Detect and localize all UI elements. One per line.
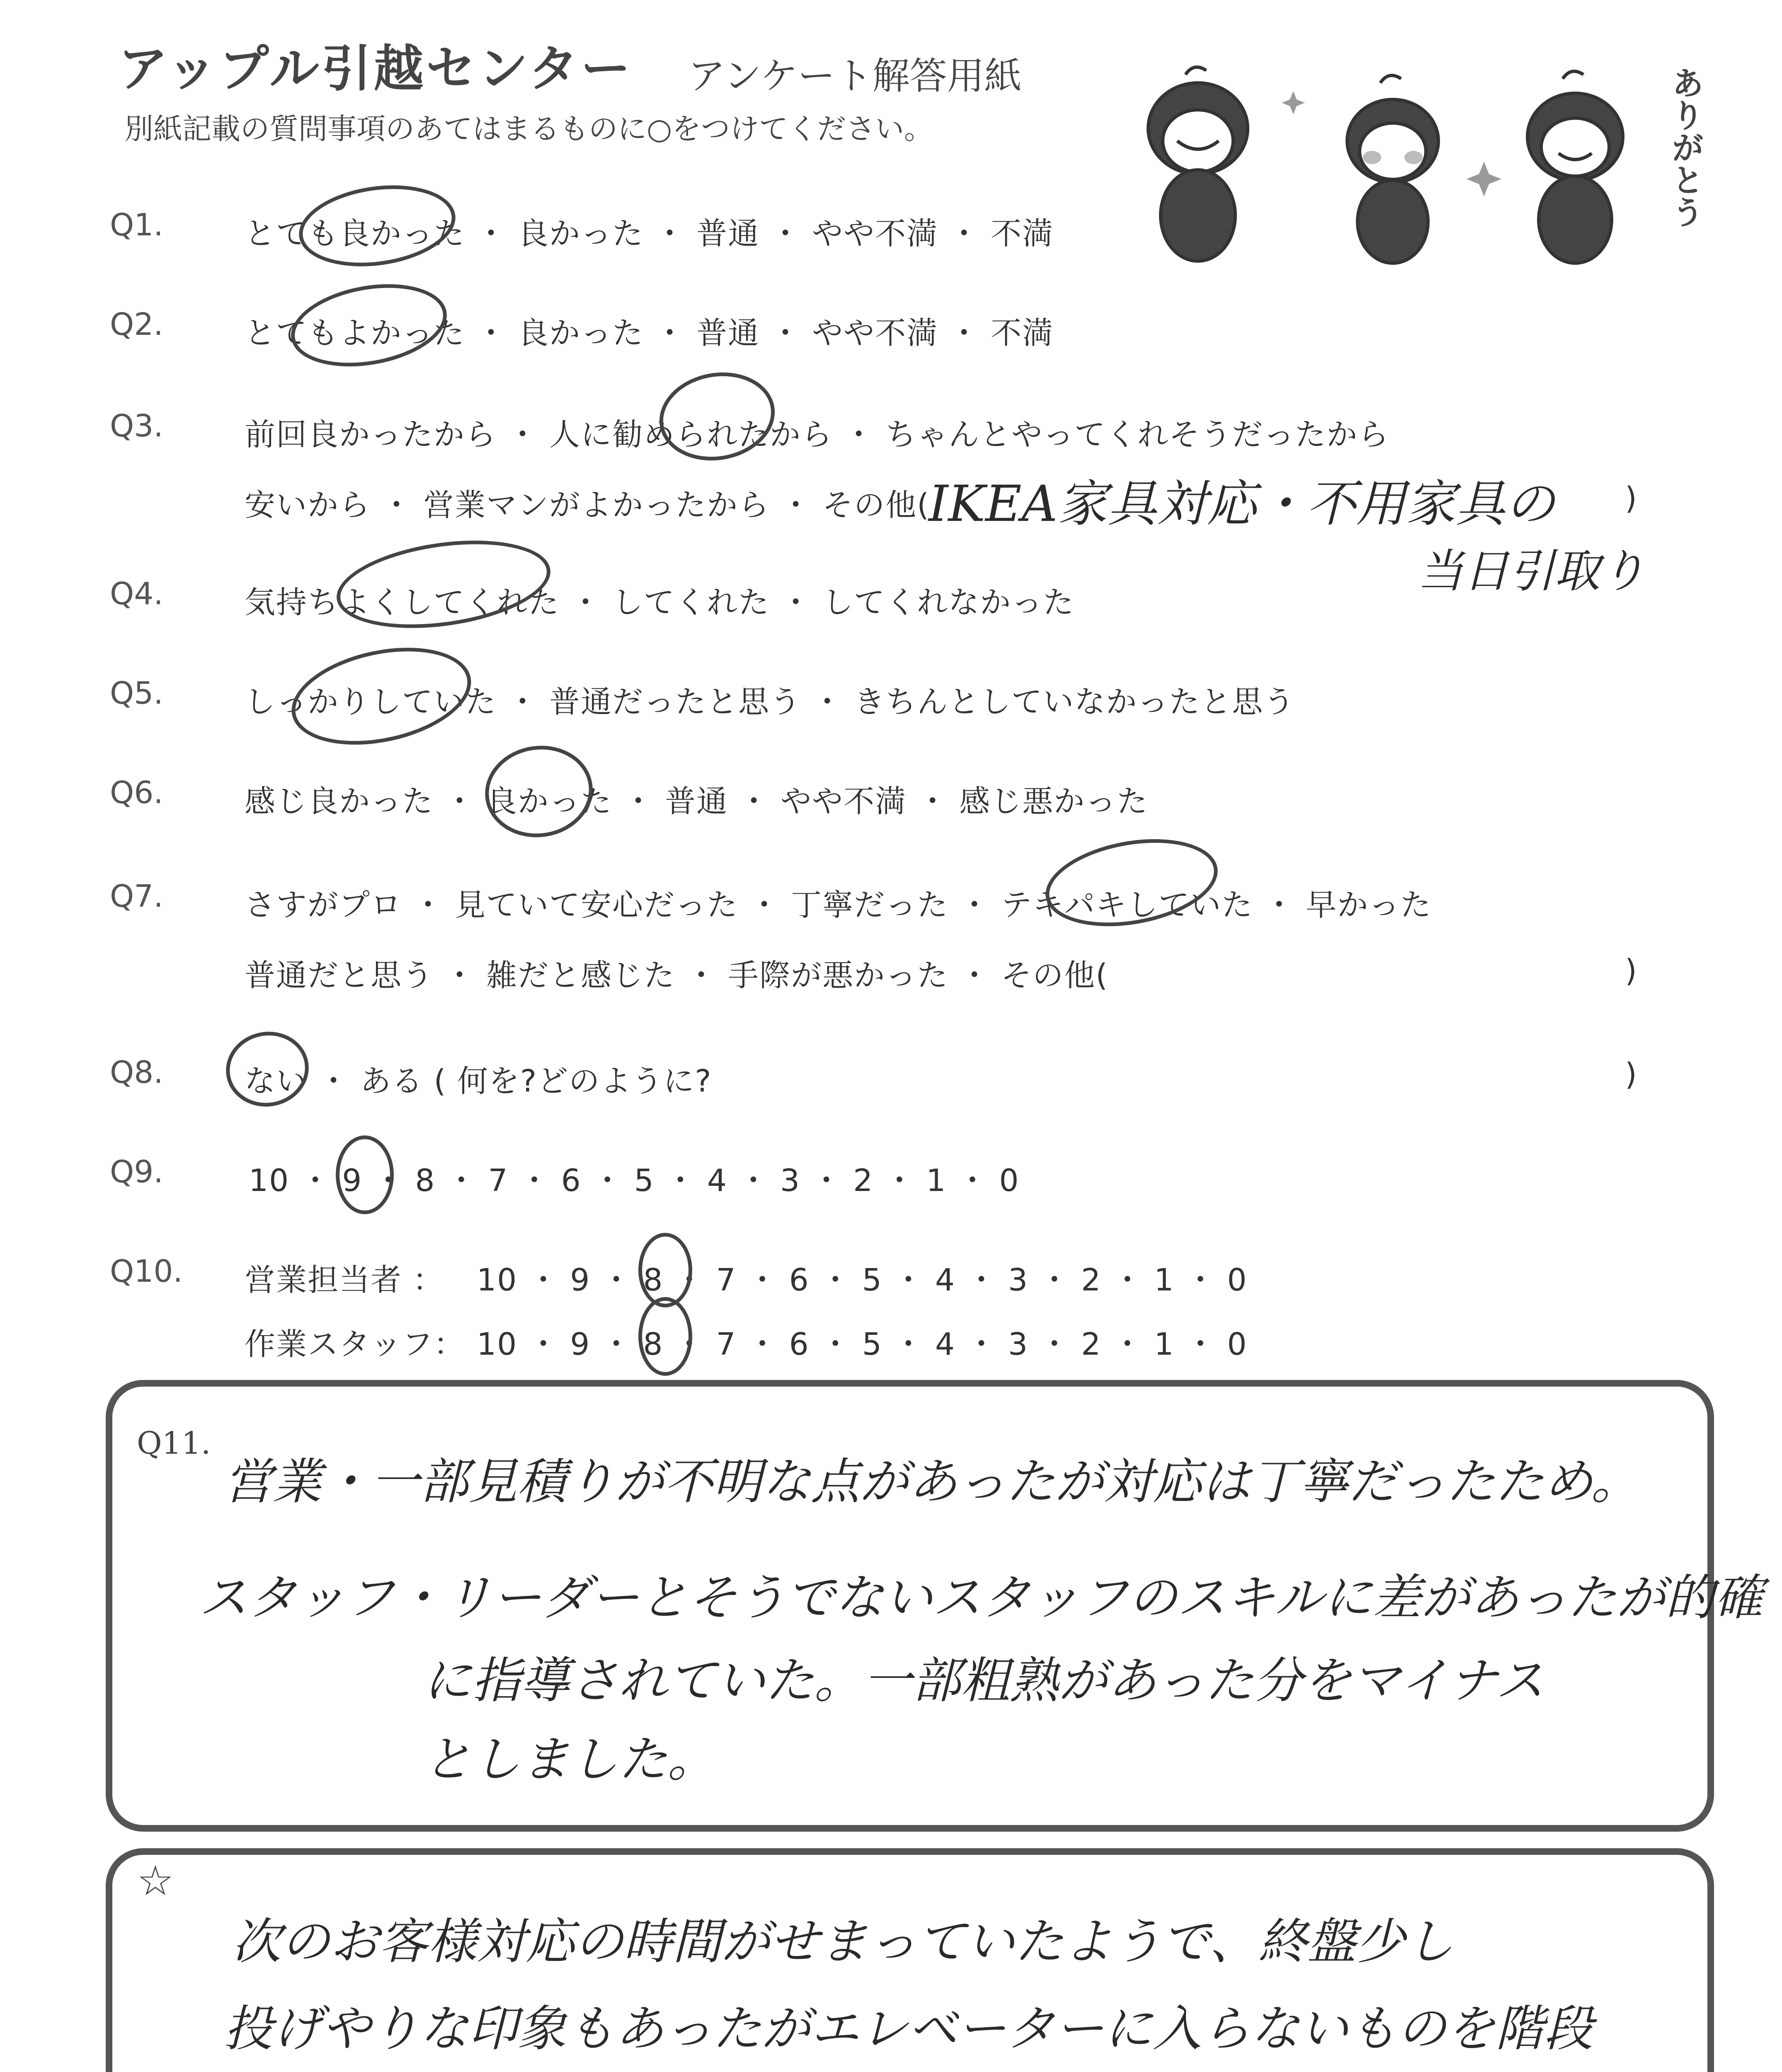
additional-comment-line1: 次のお客様対応の時間がせまっていたようで、終盤少し xyxy=(232,1913,1454,1970)
form-title: アップル引越センター xyxy=(118,40,633,98)
monkey-mascots-icon xyxy=(1136,58,1708,274)
q3-label: Q3. xyxy=(110,408,163,444)
q9-label: Q9. xyxy=(110,1154,163,1190)
q6-answer-circle[interactable] xyxy=(479,739,599,844)
q10-sales-scale: 10 ・ 9 ・ 8 ・ 7 ・ 6 ・ 5 ・ 4 ・ 3 ・ 2 ・ 1 ・ 0 xyxy=(477,1262,1248,1298)
q8-options: ない ・ ある ( 何を?どのように? xyxy=(245,1063,712,1099)
q10-label: Q10. xyxy=(110,1254,183,1289)
q3-close-paren: ) xyxy=(1625,481,1637,516)
q3-options-line2: 安いから ・ 営業マンがよかったから ・ その他( xyxy=(245,487,930,523)
q11-comment-line2: スタッフ・リーダーとそうでないスタッフのスキルに差があったが的確 xyxy=(199,1569,1763,1626)
q11-comment-line3: に指導されていた。一部粗熟があった分をマイナス xyxy=(423,1652,1544,1709)
form-subtitle: アンケート解答用紙 xyxy=(688,54,1022,98)
q1-answer-circle[interactable] xyxy=(294,176,461,276)
q7-label: Q7. xyxy=(110,879,163,914)
q1-options: とても良かった ・ 良かった ・ 普通 ・ やや不満 ・ 不満 xyxy=(245,216,1054,252)
q10-sales-answer-circle[interactable] xyxy=(638,1233,692,1307)
q11-comment-line1: 営業・一部見積りが不明な点があったが対応は丁寧だったため。 xyxy=(224,1453,1640,1510)
q8-close-paren: ) xyxy=(1625,1057,1637,1092)
q1-label: Q1. xyxy=(110,207,163,243)
q3-options-line1: 前回良かったから ・ 人に勧められたから ・ ちゃんとやってくれそうだったから xyxy=(245,417,1390,453)
q7-options-line1: さすがプロ ・ 見ていて安心だった ・ 丁寧だった ・ テキパキしていた ・ 早かった xyxy=(245,887,1432,923)
q4-options: 気持ちよくしてくれた ・ してくれた ・ してくれなかった xyxy=(245,585,1075,620)
q7-options-line2: 普通だと思う ・ 雑だと感じた ・ 手際が悪かった ・ その他( xyxy=(245,958,1109,993)
instruction-text: 別紙記載の質問事項のあてはまるものに○をつけてください。 xyxy=(124,112,933,146)
q10-staff-answer-circle[interactable] xyxy=(638,1297,692,1376)
q8-label: Q8. xyxy=(110,1055,163,1090)
additional-comment-line2: 投げやりな印象もあったがエレベーターに入らないものを階段 xyxy=(224,2000,1593,2057)
q4-label: Q4. xyxy=(110,576,163,612)
q10-sales-label: 営業担当者 ： xyxy=(245,1262,444,1298)
q9-answer-circle[interactable] xyxy=(336,1135,394,1214)
q6-label: Q6. xyxy=(110,775,163,811)
mascot-illustration xyxy=(1136,58,1708,274)
q6-options: 感じ良かった ・ 良かった ・ 普通 ・ やや不満 ・ 感じ悪かった xyxy=(245,784,1149,819)
q7-close-paren: ) xyxy=(1625,953,1637,989)
q5-answer-circle[interactable] xyxy=(283,633,480,760)
q5-label: Q5. xyxy=(110,675,163,711)
q2-label: Q2. xyxy=(110,307,163,342)
q11-label: Q11. xyxy=(137,1426,211,1461)
q3-other-answer-line2: 当日引取り xyxy=(1418,545,1646,598)
q10-staff-label: 作業スタッフ： xyxy=(245,1326,465,1362)
q5-options: しっかりしていた ・ 普通だったと思う ・ きちんとしていなかったと思う xyxy=(245,684,1295,720)
q2-answer-circle[interactable] xyxy=(284,273,453,378)
q9-scale: 10 ・ 9 ・ 8 ・ 7 ・ 6 ・ 5 ・ 4 ・ 3 ・ 2 ・ 1 ・ 0 xyxy=(249,1163,1020,1198)
q4-answer-circle[interactable] xyxy=(331,528,556,640)
q2-options: とてもよかった ・ 良かった ・ 普通 ・ やや不満 ・ 不満 xyxy=(245,315,1054,351)
q3-other-answer-line1: IKEA家具対応・不用家具の xyxy=(929,475,1555,533)
mascot-caption: ありがとう xyxy=(1666,66,1704,228)
q11-comment-line4: としました。 xyxy=(423,1731,717,1788)
q10-staff-scale: 10 ・ 9 ・ 8 ・ 7 ・ 6 ・ 5 ・ 4 ・ 3 ・ 2 ・ 1 ・ 0 xyxy=(477,1326,1248,1362)
star-icon: ☆ xyxy=(137,1857,174,1905)
